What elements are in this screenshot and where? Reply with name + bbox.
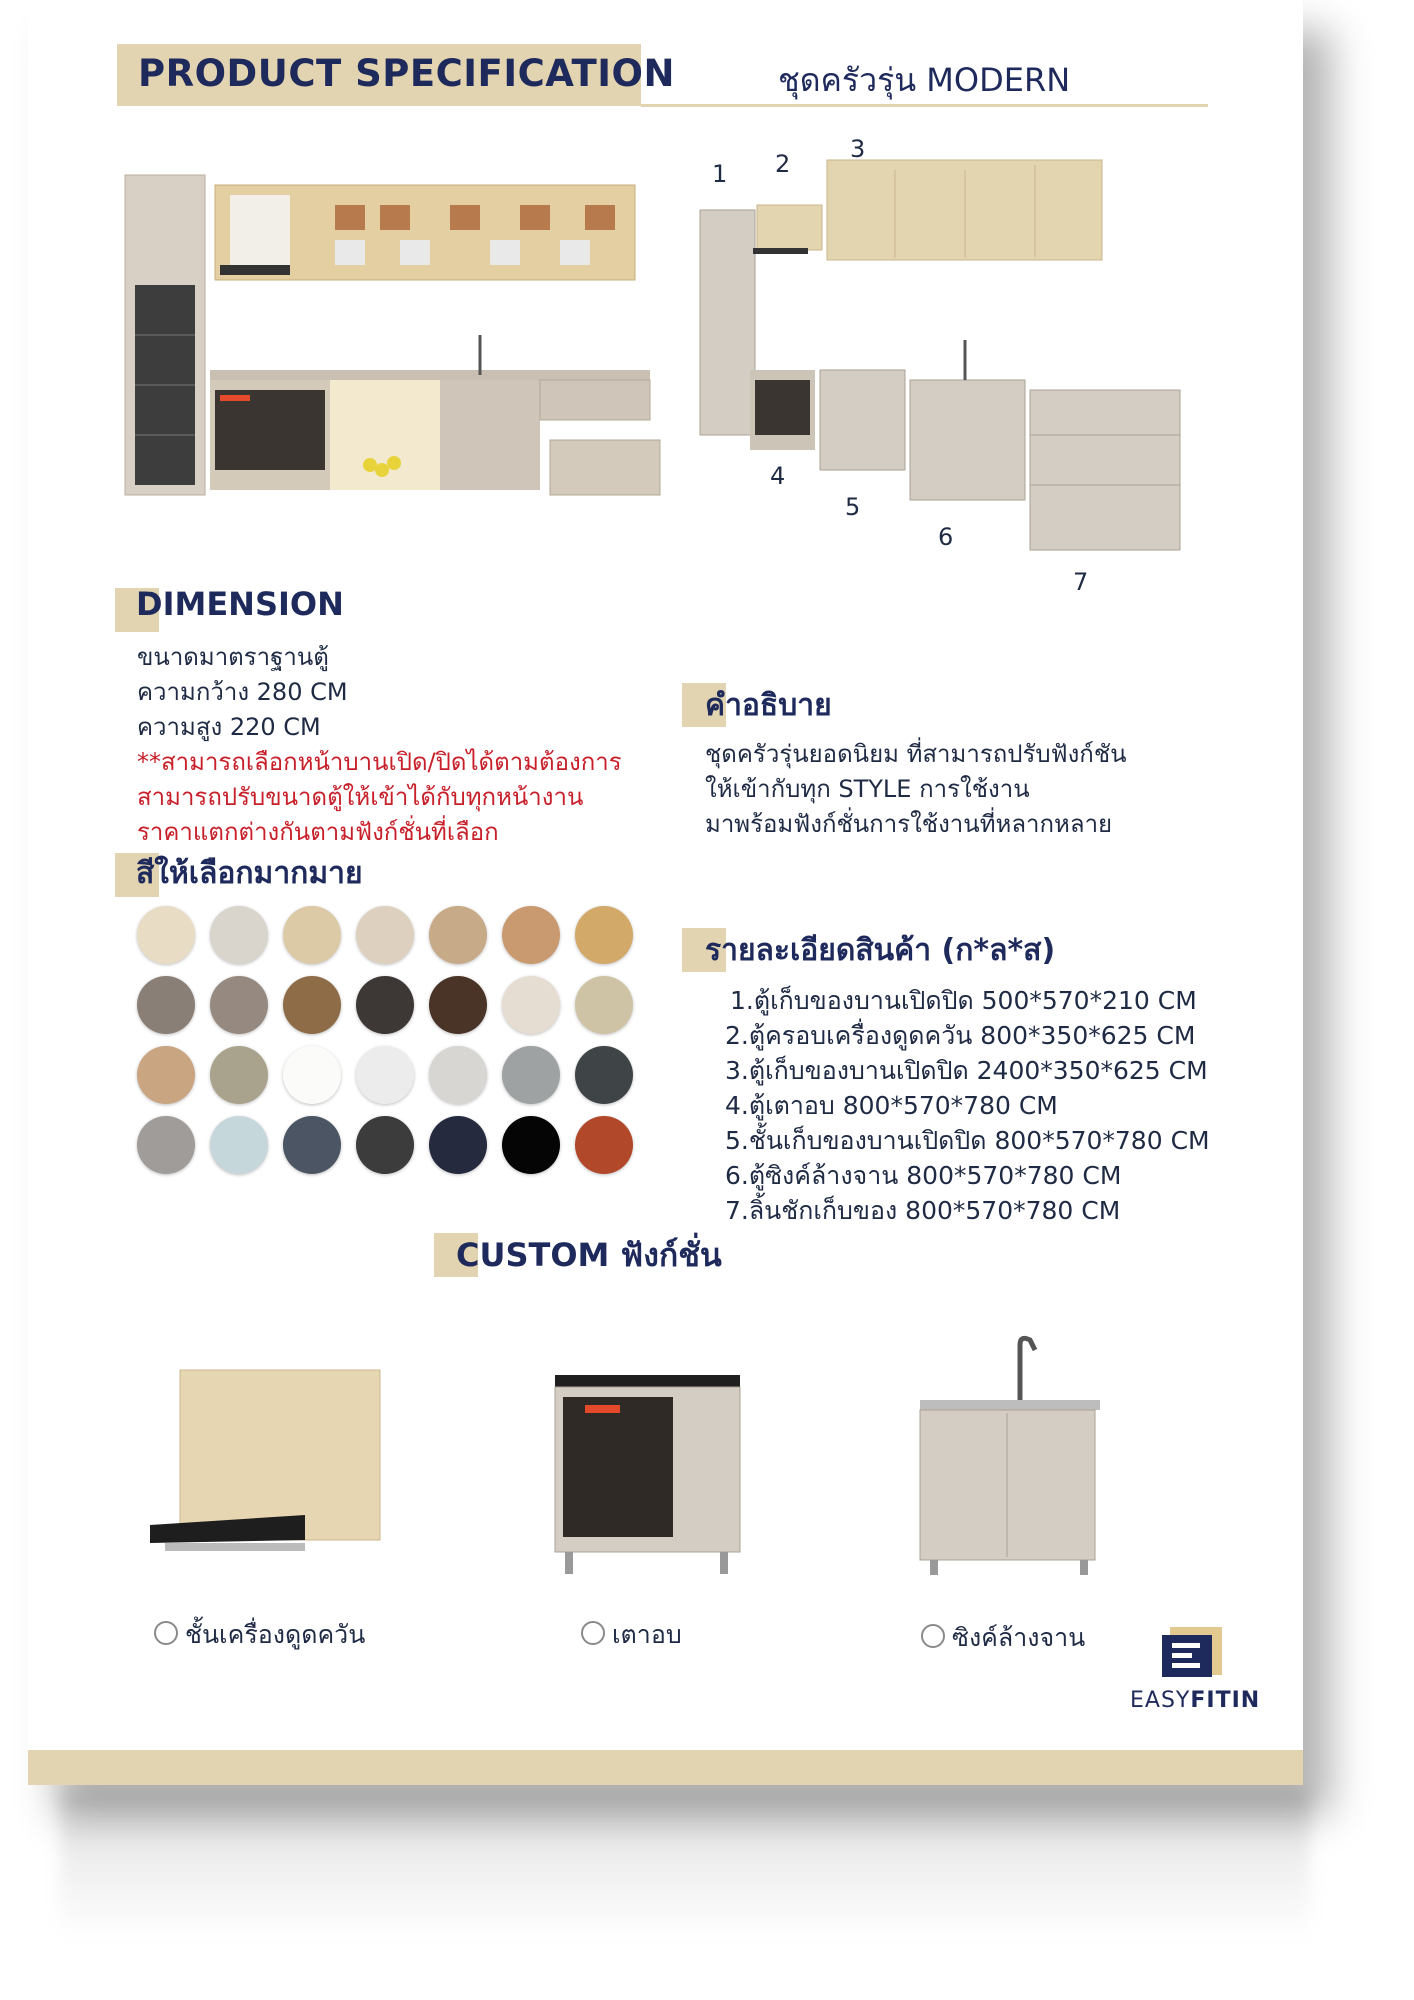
color-swatch[interactable]: [575, 1046, 633, 1104]
color-swatch[interactable]: [356, 1046, 414, 1104]
details-item-2: 2.ตู้ครอบเครื่องดูดควัน 800*350*625 CM: [725, 1021, 1196, 1050]
diagram-number-5: 5: [845, 493, 861, 521]
dimension-line-3: ความสูง 220 CM: [137, 713, 321, 741]
details-item-5: 5.ชั้นเก็บของบานเปิดปิด 800*570*780 CM: [725, 1126, 1210, 1155]
page-title: PRODUCT SPECIFICATION: [138, 52, 675, 95]
color-swatch[interactable]: [210, 906, 268, 964]
color-swatch[interactable]: [575, 1116, 633, 1174]
color-swatch[interactable]: [502, 906, 560, 964]
details-item-1: 1.ตู้เก็บของบานเปิดปิด 500*570*210 CM: [730, 986, 1197, 1015]
dimension-note-1: **สามารถเลือกหน้าบานเปิด/ปิดได้ตามต้องการ: [137, 748, 622, 776]
description-line-3: มาพร้อมฟังก์ชั่นการใช้งานที่หลากหลาย: [705, 810, 1113, 838]
details-item-3: 3.ตู้เก็บของบานเปิดปิด 2400*350*625 CM: [725, 1056, 1208, 1085]
dimension-title: DIMENSION: [136, 585, 344, 623]
color-swatch[interactable]: [502, 976, 560, 1034]
color-swatch[interactable]: [137, 1116, 195, 1174]
diagram-number-3: 3: [850, 135, 866, 163]
color-swatch[interactable]: [356, 906, 414, 964]
diagram-number-4: 4: [770, 462, 786, 490]
sink-radio[interactable]: [921, 1624, 945, 1648]
easyfitin-logo-text: EASYFITIN: [1130, 1688, 1261, 1713]
details-title: รายละเอียดสินค้า (ก*ล*ส): [705, 933, 1056, 968]
custom-title: CUSTOM ฟังก์ชั่น: [456, 1236, 722, 1274]
color-swatch[interactable]: [137, 1046, 195, 1104]
footer-bar: [28, 1750, 1303, 1785]
oven-cabinet-image: [545, 1370, 745, 1580]
color-swatch[interactable]: [429, 906, 487, 964]
diagram-number-7: 7: [1073, 568, 1089, 596]
range-hood-cabinet-image: [145, 1365, 390, 1565]
dimension-line-2: ความกว้าง 280 CM: [137, 678, 348, 706]
description-line-1: ชุดครัวรุ่นยอดนิยม ที่สามารถปรับฟังก์ชัน: [705, 740, 1127, 768]
description-title: คำอธิบาย: [705, 688, 832, 723]
oven-radio[interactable]: [581, 1621, 605, 1645]
color-swatch[interactable]: [429, 976, 487, 1034]
color-swatch[interactable]: [356, 1116, 414, 1174]
color-swatch[interactable]: [283, 906, 341, 964]
dimension-note-3: ราคาแตกต่างกันตามฟังก์ชั่นที่เลือก: [137, 818, 499, 846]
kitchen-open-illustration: [120, 165, 695, 510]
color-swatch[interactable]: [502, 1116, 560, 1174]
color-swatch[interactable]: [210, 1116, 268, 1174]
dimension-note-2: สามารถปรับขนาดตู้ให้เข้าได้กับทุกหน้างาน: [137, 783, 584, 811]
page-shadow: [60, 1790, 1310, 1940]
color-swatch[interactable]: [283, 1116, 341, 1174]
sink-label: ซิงค์ล้างจาน: [952, 1623, 1086, 1652]
colors-title: สีให้เลือกมากมาย: [136, 856, 363, 891]
color-swatch[interactable]: [429, 1116, 487, 1174]
details-item-4: 4.ตู้เตาอบ 800*570*780 CM: [725, 1091, 1058, 1120]
details-item-7: 7.ลิ้นชักเก็บของ 800*570*780 CM: [725, 1196, 1121, 1225]
details-item-6: 6.ตู้ซิงค์ล้างจาน 800*570*780 CM: [725, 1161, 1122, 1190]
color-swatch[interactable]: [575, 976, 633, 1034]
diagram-number-6: 6: [938, 523, 954, 551]
color-swatch[interactable]: [283, 976, 341, 1034]
diagram-number-2: 2: [775, 150, 791, 178]
description-line-2: ให้เข้ากับทุก STYLE การใช้งาน: [705, 775, 1030, 803]
easyfitin-logo-icon: [1160, 1625, 1225, 1680]
color-swatch[interactable]: [575, 906, 633, 964]
sink-cabinet-image: [915, 1335, 1105, 1580]
color-swatch[interactable]: [210, 976, 268, 1034]
oven-label: เตาอบ: [612, 1620, 682, 1649]
dimension-line-1: ขนาดมาตราฐานตู้: [137, 643, 329, 671]
color-swatch[interactable]: [137, 906, 195, 964]
color-swatch[interactable]: [137, 976, 195, 1034]
range-hood-radio[interactable]: [154, 1621, 178, 1645]
color-swatch[interactable]: [502, 1046, 560, 1104]
range-hood-label: ชั้นเครื่องดูดควัน: [185, 1620, 366, 1649]
kitchen-numbered-illustration: [695, 145, 1215, 585]
page-subtitle: ชุดครัวรุ่น MODERN: [778, 61, 1071, 99]
color-swatch[interactable]: [356, 976, 414, 1034]
color-swatch[interactable]: [283, 1046, 341, 1104]
diagram-number-1: 1: [712, 160, 728, 188]
color-swatch[interactable]: [429, 1046, 487, 1104]
color-swatch[interactable]: [210, 1046, 268, 1104]
